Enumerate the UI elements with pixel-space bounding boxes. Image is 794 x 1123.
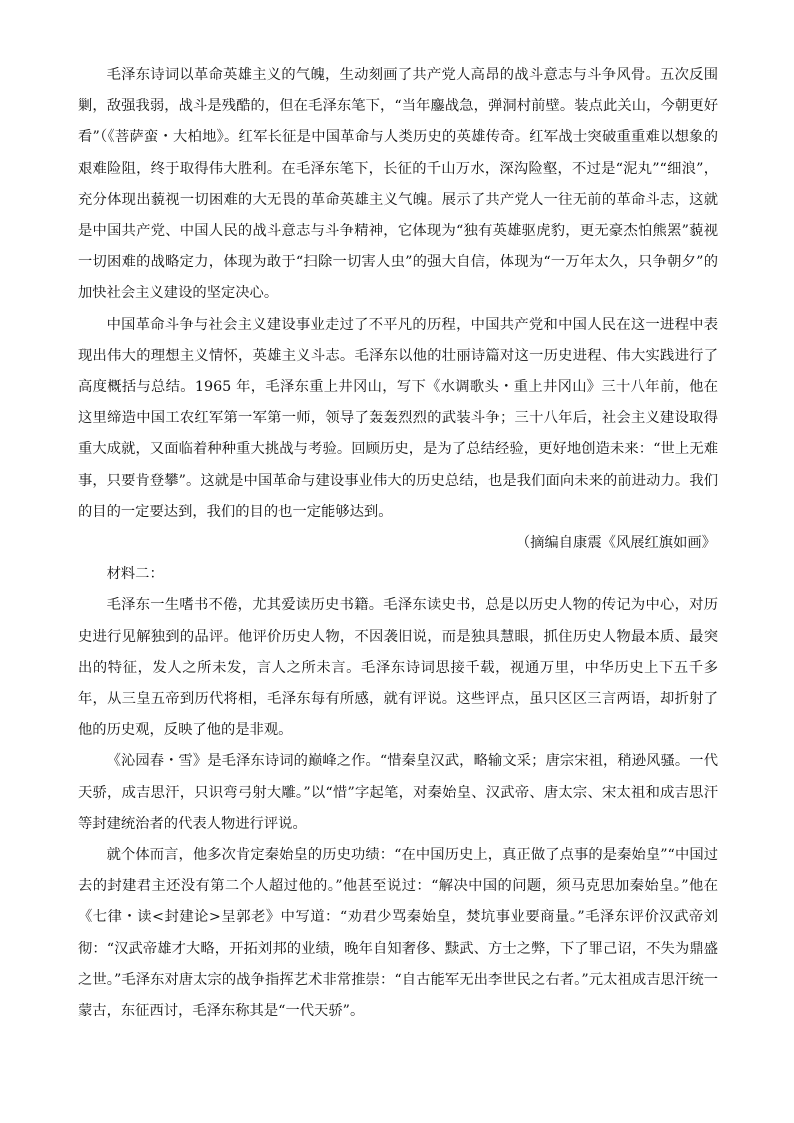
paragraph: 毛泽东一生嗜书不倦，尤其爱读历史书籍。毛泽东读史书，总是以历史人物的传记为中心，对历史进行见解独到的品评。他评价历史人物，不因袭旧说，而是独具慧眼，抓住历史人物最本质、最突出的特征，发人之所未发，言人之所未言。毛泽东诗词思接千载，视通万里，中华历史上下五千多年，从三皇五帝到历代将相，毛泽东每有所感，就有评说。这些评点，虽只区区三言两语，却折射了他的历史观，反映了他的是非观。 bbox=[78, 597, 718, 739]
paragraph: 就个体而言，他多次肯定秦始皇的历史功绩：“在中国历史上，真正做了点事的是秦始皇”“中国过去的封建君主还没有第二个人超过他的。”他甚至说过：“解决中国的问题，须马克思加秦始皇。”他在《七律・读<封建论>呈郭老》中写道：“劝君少骂秦始皇，焚坑事业要商量。”毛泽东评价汉武帝刘彻：“汉武帝雄才大略，开拓刘邦的业绩，晚年自知奢侈、黩武、方士之弊，下了罪己诏，不失为鼎盛之世。”毛泽东对唐太宗的战争指挥艺术非常推崇：“自古能军无出李世民之右者。”元太祖成吉思汗统一蒙古，东征西讨，毛泽东称其是“一代天骄”。 bbox=[78, 847, 718, 1020]
source-citation: （摘编自康震《风展红旗如画》 bbox=[515, 535, 716, 552]
section-label: 材料二： bbox=[106, 566, 164, 583]
paragraph: 《沁园春・雪》是毛泽东诗词的巅峰之作。“惜秦皇汉武，略输文采；唐宗宋祖，稍逊风骚。一代天骄，成吉思汗，只识弯弓射大雕。”以“惜”字起笔，对秦始皇、汉武帝、唐太宗、宋太祖和成吉思汗等封建统治者的代表人物进行评说。 bbox=[78, 753, 718, 832]
paragraph: 中国革命斗争与社会主义建设事业走过了不平凡的历程，中国共产党和中国人民在这一进程中表现出伟大的理想主义情怀，英雄主义斗志。毛泽东以他的壮丽诗篇对这一历史进程、伟大实践进行了高度概括与总结。1965 年，毛泽东重上井冈山，写下《水调歌头・重上井冈山》三十八年前，他在这里缔造中国工农红军第一军第一师，领导了轰轰烈烈的武装斗争；三十八年后，社会主义建设取得重大成就，又面临着种种重大挑战与考验。回顾历史，是为了总结经验，更好地创造未来：“世上无难事，只要肯登攀”。这就是中国革命与建设事业伟大的历史总结，也是我们面向未来的前进动力。我们的目的一定要达到，我们的目的也一定能够达到。 bbox=[78, 316, 718, 520]
paragraph: 毛泽东诗词以革命英雄主义的气魄，生动刻画了共产党人高昂的战斗意志与斗争风骨。五次反围剿，敌强我弱，战斗是残酷的，但在毛泽东笔下，“当年鏖战急，弹洞村前壁。装点此关山，今朝更好看”（《菩萨蛮・大柏地》。红军长征是中国革命与人类历史的英雄传奇。红军战士突破重重难以想象的艰难险阻，终于取得伟大胜利。在毛泽东笔下，长征的千山万水，深沟险壑，不过是“泥丸”“细浪”，充分体现出藐视一切困难的大无畏的革命英雄主义气魄。展示了共产党人一往无前的革命斗志，这就是中国共产党、中国人民的战斗意志与斗争精神，它体现为“独有英雄驱虎豹，更无豪杰怕熊罴”藐视一切困难的战略定力，体现为敢于“扫除一切害人虫”的强大自信，体现为“一万年太久，只争朝夕”的加快社会主义建设的坚定决心。 bbox=[78, 67, 718, 302]
